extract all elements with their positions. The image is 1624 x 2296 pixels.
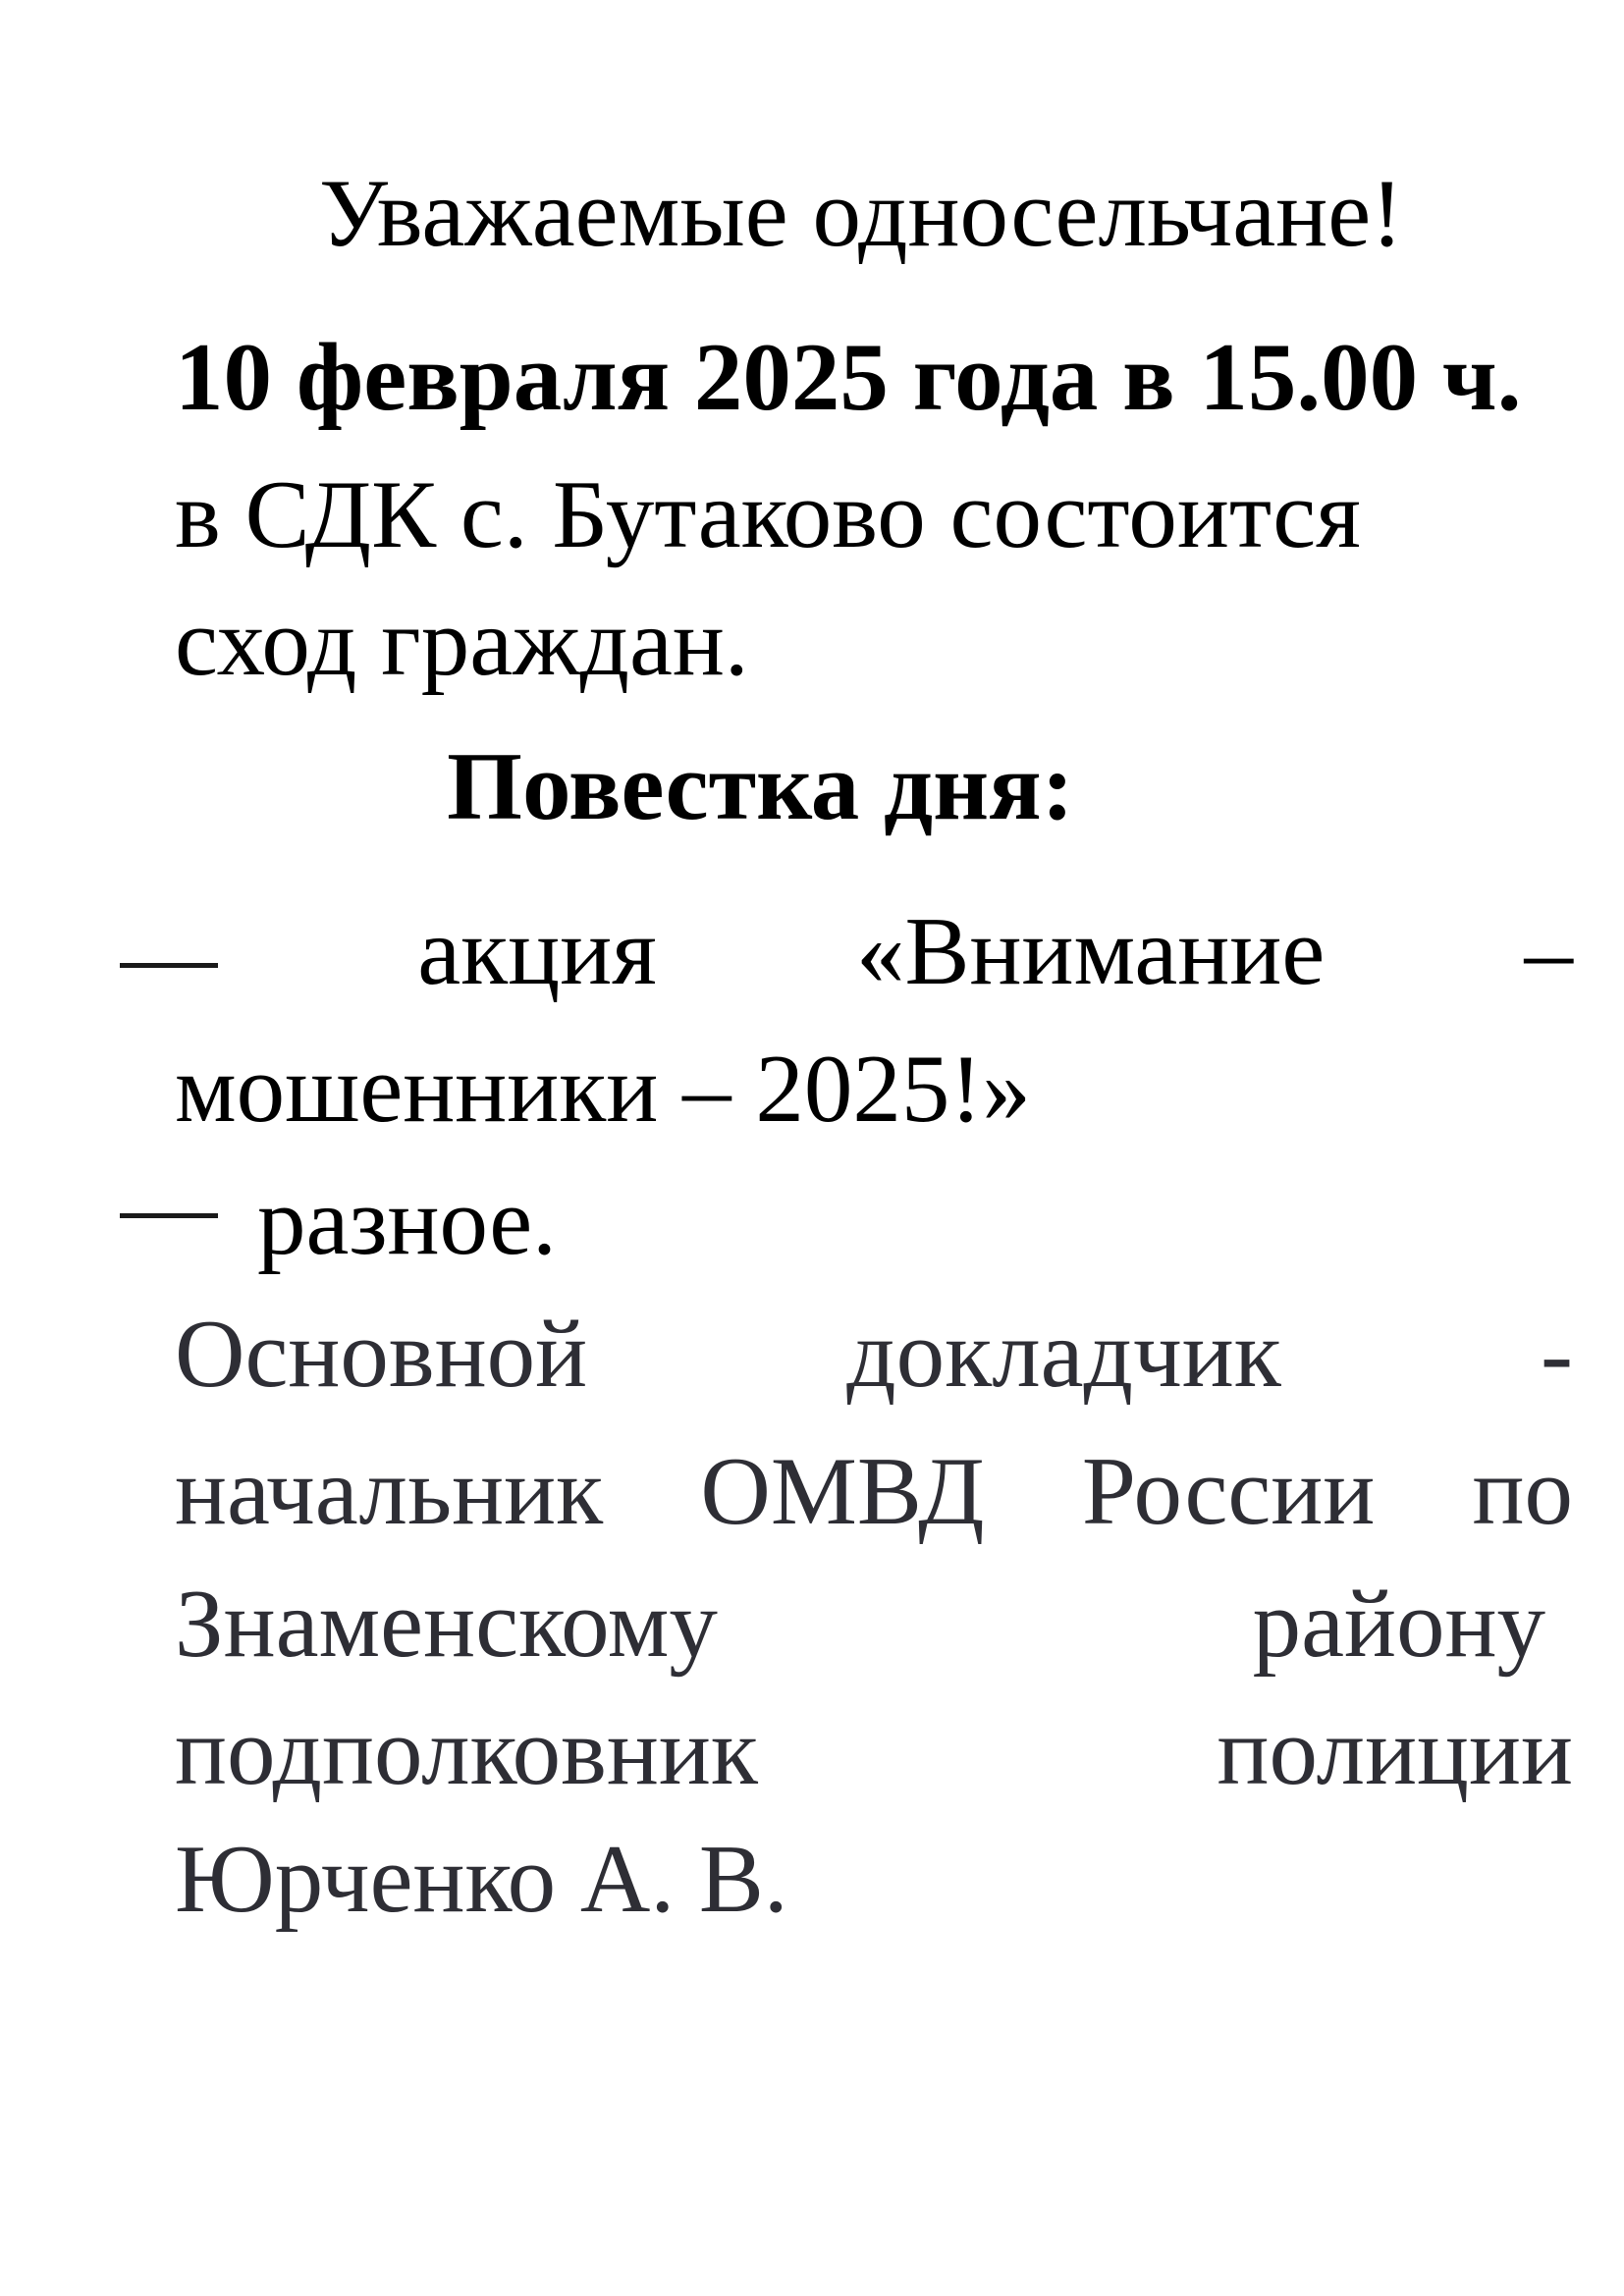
speaker-line [175, 1571, 1545, 1678]
agenda-item-1-word: акция [417, 898, 657, 1005]
speaker-line [175, 1438, 1573, 1545]
meeting-location-line: в СДК с. Бутаково состоится [175, 461, 1361, 568]
speaker-word: району [1252, 1571, 1545, 1678]
agenda-item-1-word: «Внимание [855, 898, 1326, 1005]
dash-bullet [120, 963, 218, 968]
speaker-line [175, 1301, 1573, 1408]
speaker-line [175, 1698, 1573, 1805]
speaker-word: начальник [175, 1438, 604, 1545]
speaker-word: России [1081, 1438, 1376, 1545]
agenda-item-1-continuation: мошенники – 2025!» [175, 1036, 1031, 1143]
speaker-name: Юрченко А. В. [175, 1826, 788, 1933]
speaker-word: докладчик [846, 1301, 1281, 1408]
speaker-word: - [1541, 1301, 1573, 1408]
agenda-item-2 [120, 1168, 557, 1275]
agenda-title: Повестка дня: [447, 733, 1074, 840]
meeting-type-line: сход граждан. [175, 589, 749, 696]
speaker-word: полиции [1217, 1698, 1573, 1805]
agenda-item-1 [120, 898, 1573, 1005]
greeting: Уважаемые односельчане! [319, 160, 1404, 267]
speaker-word: подполковник [175, 1698, 758, 1805]
dash-bullet [120, 1213, 218, 1218]
speaker-word: Основной [175, 1301, 588, 1408]
agenda-item-2-text: разное. [257, 1168, 557, 1275]
meeting-datetime: 10 февраля 2025 года в 15.00 ч. [175, 324, 1522, 431]
speaker-word: Знаменскому [175, 1571, 718, 1678]
speaker-word: ОМВД [700, 1438, 985, 1545]
speaker-word: по [1472, 1438, 1573, 1545]
agenda-item-1-word: – [1524, 898, 1573, 1005]
